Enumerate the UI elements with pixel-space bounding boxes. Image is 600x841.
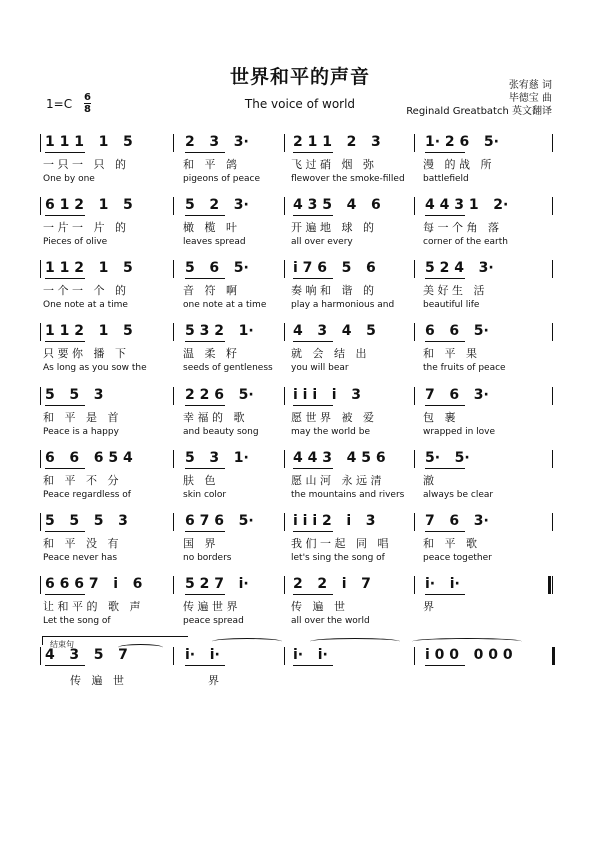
beam-underline [185, 341, 225, 342]
beam-underline [425, 278, 465, 279]
lyric-english: battlefield [423, 174, 469, 184]
lyric-chinese: 只 要 你 播 下 [43, 347, 126, 360]
time-signature [84, 92, 91, 115]
measure-notes: 4 3 5 7 [45, 647, 128, 663]
measure-notes: i i i 2 i 3 [293, 513, 376, 529]
beam-underline [425, 531, 465, 532]
beam-underline [293, 665, 333, 666]
bar-line [284, 387, 285, 405]
lyric-english: corner of the earth [423, 237, 508, 247]
bar-line [40, 647, 41, 665]
lyric-chinese: 就 会 结 出 [291, 347, 367, 360]
bar-line [414, 450, 415, 468]
measure-notes: 6 7 6 5· [185, 513, 254, 529]
page-subtitle: The voice of world [244, 97, 356, 111]
measure-notes: 2 3 3· [185, 134, 249, 150]
bar-line [173, 260, 174, 278]
lyric-english: the mountains and rivers [291, 490, 405, 500]
lyric-chinese: 国 界 [183, 537, 216, 550]
bar-line [284, 134, 285, 152]
bar-line [414, 260, 415, 278]
measure-notes: 7 6 3· [425, 513, 489, 529]
lyric-chinese: 我 们 一 起 同 唱 [291, 537, 389, 550]
credits [406, 79, 552, 118]
lyric-chinese: 美 好 生 活 [423, 284, 485, 297]
bar-line [552, 260, 553, 278]
beam-underline [45, 665, 85, 666]
measure-notes: 5 5 3 [45, 387, 104, 403]
ending-label: 结束句 [50, 640, 74, 649]
lyric-english: seeds of gentleness [183, 363, 273, 373]
measure-notes: 1 1 1 1 5 [45, 134, 133, 150]
lyric-chinese: 传 遍 世 [291, 600, 345, 613]
bar-line [284, 450, 285, 468]
measure-notes: 4 3 5 4 6 [293, 197, 381, 213]
lyric-english: beautiful life [423, 300, 480, 310]
bar-line [173, 576, 174, 594]
bar-line [40, 260, 41, 278]
bar-line [414, 323, 415, 341]
lyric-chinese: 包 裹 [423, 411, 456, 424]
measure-notes: 2 1 1 2 3 [293, 134, 381, 150]
lyric-chinese: 和 平 是 首 [43, 411, 119, 424]
measure-notes: i· i· [185, 647, 220, 663]
bar-line [414, 513, 415, 531]
beam-underline [45, 594, 85, 595]
lyric-english: peace together [423, 553, 492, 563]
measure-notes: 2 2 i 7 [293, 576, 371, 592]
bar-line [552, 576, 553, 594]
lyric-chinese: 肤 色 [183, 474, 216, 487]
bar-line [284, 260, 285, 278]
beam-underline [45, 405, 85, 406]
beam-underline [293, 341, 333, 342]
slur-mark [118, 644, 163, 651]
lyric-chinese: 幸 福 的 歌 [183, 411, 245, 424]
measure-notes: 5 2 3· [185, 197, 249, 213]
bar-line [40, 323, 41, 341]
lyric-chinese: 一 片 一 片 的 [43, 221, 126, 234]
lyric-chinese: 开 遍 地 球 的 [291, 221, 374, 234]
key-signature: 1=C [46, 97, 73, 111]
lyric-english: One by one [43, 174, 95, 184]
beam-underline [293, 594, 333, 595]
beam-underline [293, 531, 333, 532]
lyric-english: the fruits of peace [423, 363, 506, 373]
lyric-chinese: 飞 过 硝 烟 弥 [291, 158, 374, 171]
lyric-english: always be clear [423, 490, 494, 500]
measure-notes: 1· 2 6 5· [425, 134, 499, 150]
lyric-english: may the world be [291, 427, 370, 437]
bar-line [40, 576, 41, 594]
lyric-chinese: 和 平 果 [423, 347, 477, 360]
time-denominator: 8 [84, 104, 91, 115]
measure-notes: 5 3 1· [185, 450, 249, 466]
slur-mark [412, 638, 522, 645]
bar-line [173, 647, 174, 665]
measure-notes: 1 1 2 1 5 [45, 323, 133, 339]
bar-line [40, 197, 41, 215]
beam-underline [425, 215, 465, 216]
bar-line [414, 647, 415, 665]
lyric-english: you will bear [291, 363, 349, 373]
lyric-chinese: 愿 山 河 永 远 清 [291, 474, 382, 487]
measure-notes: 5 6 5· [185, 260, 249, 276]
measure-notes: 5· 5· [425, 450, 470, 466]
beam-underline [293, 405, 333, 406]
measure-notes: 5 2 4 3· [425, 260, 494, 276]
bar-line [284, 323, 285, 341]
lyric-chinese: 愿 世 界 被 爱 [291, 411, 374, 424]
lyric-chinese: 奏 响 和 谐 的 [291, 284, 374, 297]
beam-underline [425, 405, 465, 406]
measure-notes: 6 6 6 7 i 6 [45, 576, 143, 592]
composer-credit: 毕德宝 曲 [508, 93, 552, 104]
bar-line [552, 450, 553, 468]
bar-line [284, 647, 285, 665]
lyric-english: all over every [291, 237, 353, 247]
lyric-english: As long as you sow the [43, 363, 147, 373]
beam-underline [425, 665, 465, 666]
measure-notes: 6 1 2 1 5 [45, 197, 133, 213]
measure-notes: i 0 0 0 0 0 [425, 647, 513, 663]
beam-underline [45, 341, 85, 342]
lyric-english: peace spread [183, 616, 244, 626]
beam-underline [425, 468, 465, 469]
lyric-english: Pieces of olive [43, 237, 108, 247]
lyric-chinese: 界 [208, 674, 219, 687]
bar-line [40, 387, 41, 405]
measure-notes: 1 1 2 1 5 [45, 260, 133, 276]
measure-notes: 4 4 3 4 5 6 [293, 450, 386, 466]
bar-line [552, 647, 555, 665]
bar-line [284, 576, 285, 594]
lyric-english: One note at a time [43, 300, 128, 310]
lyric-chinese: 漫 的 战 所 [423, 158, 492, 171]
beam-underline [185, 594, 225, 595]
bar-line [414, 576, 415, 594]
lyric-english: leaves spread [183, 237, 246, 247]
beam-underline [425, 594, 465, 595]
lyric-english: and beauty song [183, 427, 259, 437]
bar-line [40, 450, 41, 468]
bar-line [173, 387, 174, 405]
beam-underline [185, 278, 225, 279]
bar-line [40, 513, 41, 531]
beam-underline [185, 531, 225, 532]
lyric-chinese: 和 平 没 有 [43, 537, 119, 550]
bar-line [173, 513, 174, 531]
lyric-chinese: 温 柔 籽 [183, 347, 237, 360]
beam-underline [45, 531, 85, 532]
measure-notes: 5 5 5 3 [45, 513, 128, 529]
translator-credit: Reginald Greatbatch 英文翻译 [406, 106, 552, 117]
lyric-english: Peace regardless of [43, 490, 131, 500]
slur-mark [212, 638, 282, 645]
measure-notes: i 7 6 5 6 [293, 260, 376, 276]
bar-line [173, 450, 174, 468]
beam-underline [425, 152, 465, 153]
measure-notes: 5 3 2 1· [185, 323, 254, 339]
lyric-english: one note at a time [183, 300, 267, 310]
beam-underline [293, 278, 333, 279]
lyric-chinese: 音 符 啊 [183, 284, 237, 297]
lyric-chinese: 和 平 鸽 [183, 158, 237, 171]
bar-line [284, 197, 285, 215]
lyric-english: all over the world [291, 616, 370, 626]
bar-line [552, 323, 553, 341]
beam-underline [185, 215, 225, 216]
measure-notes: 4 4 3 1 2· [425, 197, 509, 213]
lyric-english: Peace never has [43, 553, 118, 563]
measure-notes: 4 3 4 5 [293, 323, 376, 339]
measure-notes: 5 2 7 i· [185, 576, 249, 592]
bar-line [284, 513, 285, 531]
bar-line [414, 387, 415, 405]
bar-line [552, 513, 553, 531]
lyric-chinese: 让 和 平 的 歌 声 [43, 600, 141, 613]
lyric-english: pigeons of peace [183, 174, 261, 184]
lyric-chinese: 和 平 不 分 [43, 474, 119, 487]
beam-underline [293, 215, 333, 216]
bar-line [552, 134, 553, 152]
measure-notes: 2 2 6 5· [185, 387, 254, 403]
measure-notes: 7 6 3· [425, 387, 489, 403]
page-title: 世界和平的声音 [229, 66, 370, 88]
lyric-chinese: 橄 榄 叶 [183, 221, 237, 234]
bar-line [552, 197, 553, 215]
lyric-chinese: 传 遍 世 [70, 674, 124, 687]
bar-line [173, 134, 174, 152]
lyric-english: no borders [183, 553, 232, 563]
bar-line [414, 134, 415, 152]
lyric-english: wrapped in love [423, 427, 496, 437]
bar-line [40, 134, 41, 152]
lyric-english: play a harmonious and [291, 300, 395, 310]
lyric-english: skin color [183, 490, 227, 500]
beam-underline [293, 152, 333, 153]
bar-line [173, 197, 174, 215]
lyric-english: flewover the smoke-filled [291, 174, 405, 184]
beam-underline [45, 152, 85, 153]
beam-underline [45, 278, 85, 279]
repeat-bar-line [548, 576, 551, 594]
lyric-english: let's sing the song of [291, 553, 385, 563]
bar-line [414, 197, 415, 215]
time-numerator: 6 [84, 92, 91, 103]
lyricist-credit: 张宥慈 词 [508, 80, 552, 91]
beam-underline [293, 468, 333, 469]
beam-underline [425, 341, 465, 342]
lyric-chinese: 一 只 一 只 的 [43, 158, 126, 171]
measure-notes: i· i· [425, 576, 460, 592]
beam-underline [185, 468, 225, 469]
lyric-english: Let the song of [43, 616, 111, 626]
lyric-chinese: 每 一 个 角 落 [423, 221, 499, 234]
measure-notes: i· i· [293, 647, 328, 663]
beam-underline [185, 665, 225, 666]
beam-underline [185, 152, 225, 153]
slur-mark [310, 638, 400, 645]
bar-line [552, 387, 553, 405]
lyric-chinese: 一 个 一 个 的 [43, 284, 126, 297]
lyric-chinese: 界 [423, 600, 434, 613]
measure-notes: i i i i 3 [293, 387, 361, 403]
beam-underline [185, 405, 225, 406]
measure-notes: 6 6 6 5 4 [45, 450, 133, 466]
bar-line [173, 323, 174, 341]
beam-underline [45, 215, 85, 216]
lyric-chinese: 传 遍 世 界 [183, 600, 238, 613]
beam-underline [45, 468, 85, 469]
lyric-english: Peace is a happy [43, 427, 119, 437]
measure-notes: 6 6 5· [425, 323, 489, 339]
lyric-chinese: 澈 [423, 474, 434, 487]
lyric-chinese: 和 平 歌 [423, 537, 477, 550]
